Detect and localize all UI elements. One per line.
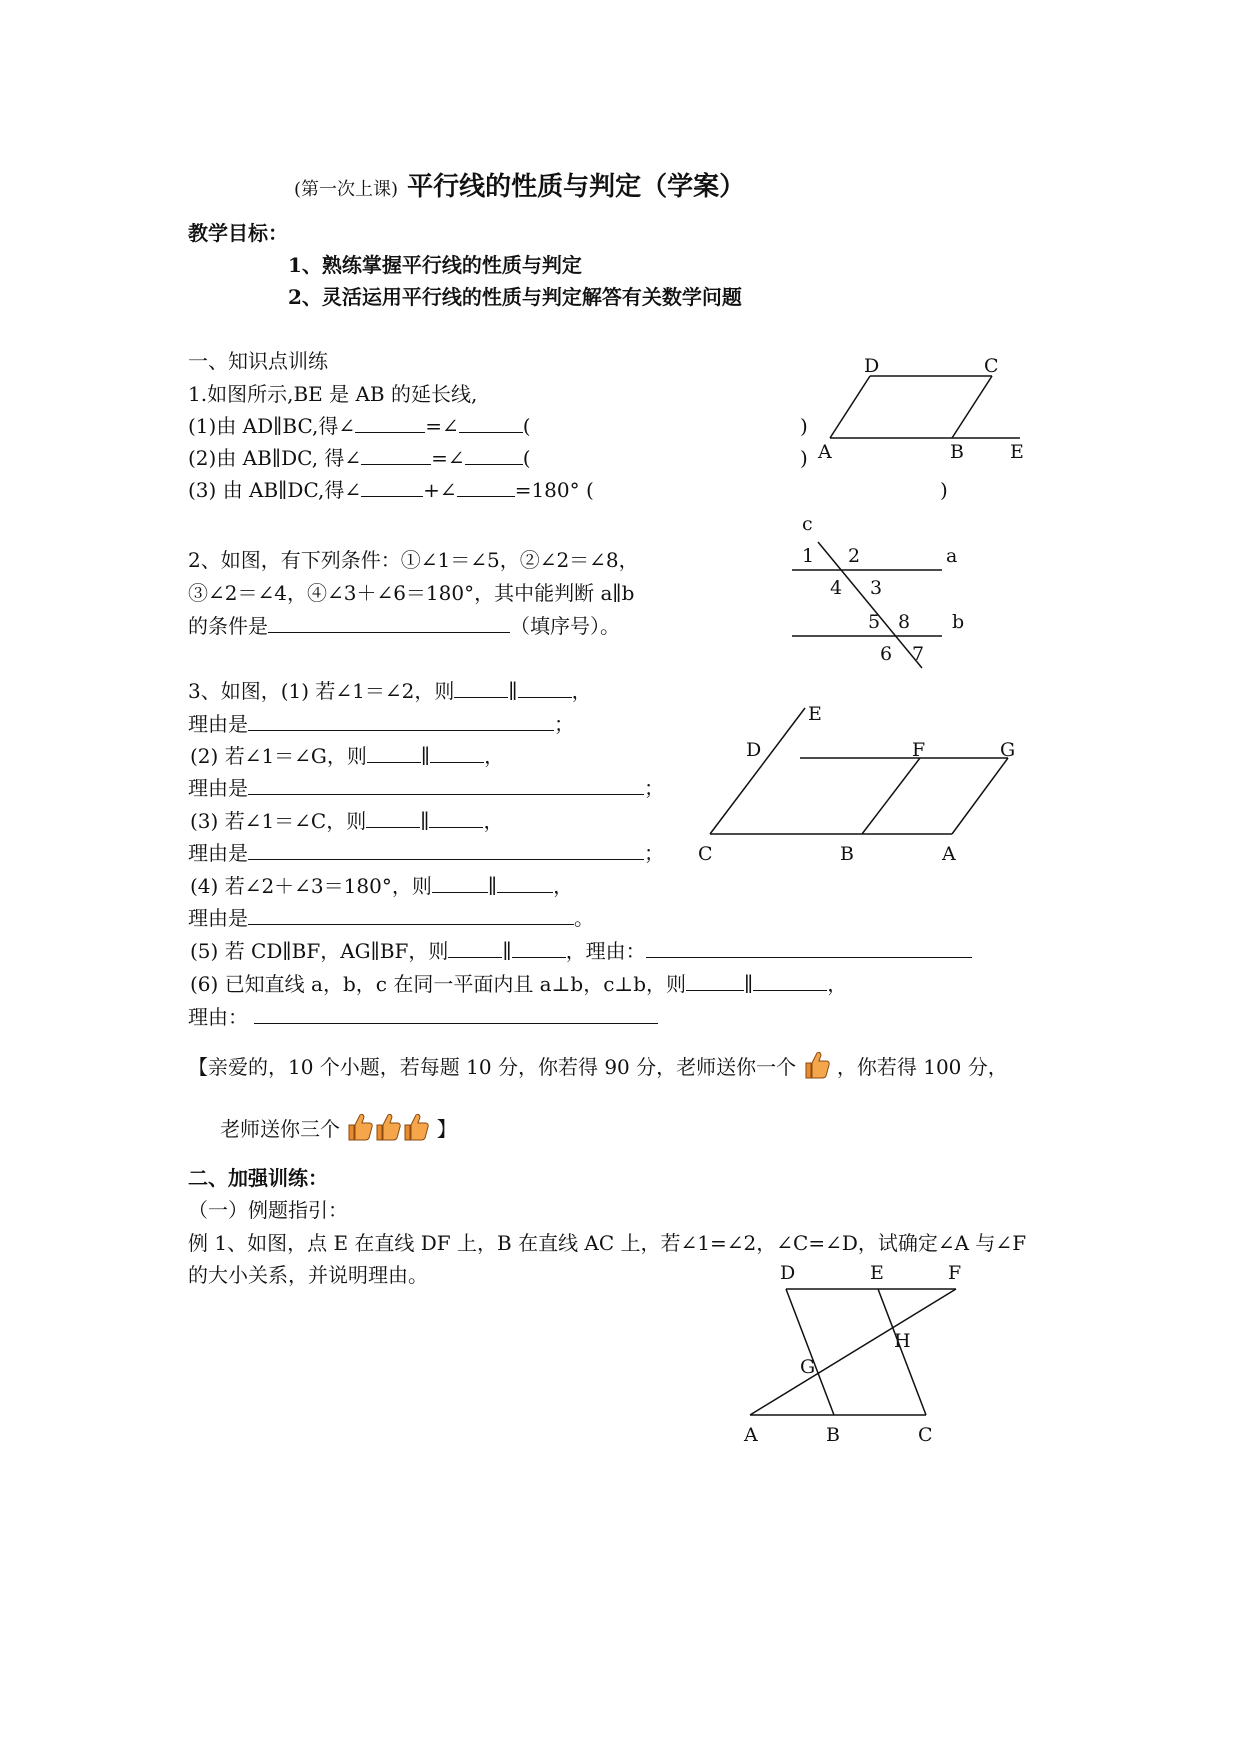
example1-line1: 例 1、如图，点 E 在直线 DF 上，B 在直线 AC 上，若∠1=∠2，∠C=∠D，试确定∠A 与∠F	[188, 1231, 1027, 1255]
thumbs-up-icon	[803, 1050, 831, 1080]
q1-figure	[800, 350, 1040, 460]
section2-sub: （一）例题指引：	[188, 1198, 348, 1222]
q1-line3: (3) 由 AB∥DC,得∠ +∠ =180° (	[188, 478, 594, 502]
q2-label-5: 5	[868, 611, 881, 633]
ex1-label-f: F	[948, 1262, 962, 1284]
q3-line2: (2) 若∠1＝∠G，则 ∥ ，	[190, 744, 505, 768]
q2-label-7: 7	[912, 643, 925, 665]
goal-item-1: 1、熟练掌握平行线的性质与判定	[288, 253, 582, 277]
q2-label-2: 2	[848, 545, 861, 567]
q1-line1: (1)由 AD∥BC,得∠ =∠ (	[188, 414, 531, 438]
ex1-label-g: G	[800, 1356, 816, 1378]
q3-label-b: B	[840, 843, 854, 865]
q3-figure	[690, 700, 1030, 865]
section1-heading: 一、知识点训练	[188, 349, 328, 373]
q3-reason2: 理由是 ；	[188, 776, 664, 800]
goal-item-2: 2、灵活运用平行线的性质与判定解答有关数学问题	[288, 285, 742, 309]
q1-stem: 1.如图所示,BE 是 AB 的延长线,	[188, 382, 478, 406]
title-main: 平行线的性质与判定（学案）	[407, 172, 746, 202]
example1-line2: 的大小关系，并说明理由。	[188, 1263, 428, 1287]
q3-label-a: A	[942, 843, 956, 865]
thumbs-up-icon	[402, 1112, 430, 1142]
ex1-label-c: C	[918, 1424, 933, 1446]
q3-line4: (4) 若∠2＋∠3＝180°，则 ∥ ，	[190, 874, 574, 898]
ex1-label-e: E	[870, 1262, 884, 1284]
reward-line2: 老师送你三个 】	[220, 1112, 457, 1142]
q2-label-b: b	[952, 611, 965, 633]
q2-line2: ③∠2＝∠4，④∠3＋∠6＝180°，其中能判断 a∥b	[188, 581, 635, 605]
q1-label-e: E	[1010, 441, 1024, 460]
q3-reason1: 理由是 ；	[188, 712, 574, 736]
q1-label-a: A	[818, 441, 832, 460]
q1-line2-close: )	[800, 446, 808, 470]
q3-label-f: F	[912, 739, 926, 761]
q2-label-c: c	[802, 513, 813, 535]
q1-line2: (2)由 AB∥DC, 得∠ =∠ (	[188, 446, 531, 470]
q3-line1: 3、如图，(1) 若∠1＝∠2，则 ∥ ，	[188, 679, 592, 703]
q3-line5: (5) 若 CD∥BF，AG∥BF，则 ∥ ，理由：	[190, 938, 972, 964]
q2-label-3: 3	[870, 577, 883, 599]
q3-line3: (3) 若∠1＝∠C，则 ∥ ，	[190, 809, 504, 833]
q2-line1: 2、如图，有下列条件：①∠1＝∠5，②∠2＝∠8，	[188, 548, 639, 572]
q2-figure	[780, 512, 980, 672]
q1-label-b: B	[950, 441, 964, 460]
q1-label-c: C	[984, 355, 999, 377]
q3-label-e: E	[808, 703, 822, 725]
q2-label-1: 1	[802, 545, 815, 567]
q1-label-d: D	[864, 355, 880, 377]
q3-reason3: 理由是 ；	[188, 841, 664, 865]
ex1-label-d: D	[780, 1262, 796, 1284]
thumbs-up-icon	[346, 1112, 374, 1142]
section2-heading: 二、加强训练：	[188, 1166, 328, 1190]
q2-label-6: 6	[880, 643, 893, 665]
thumbs-up-icon	[374, 1112, 402, 1142]
q1-line1-close: )	[800, 414, 808, 438]
q3-reason6: 理由：	[188, 1004, 658, 1030]
reward-line1: 【亲爱的，10 个小题，若每题 10 分，你若得 90 分，老师送你一个 ，你若得 100 分，	[188, 1050, 1008, 1080]
q3-label-d: D	[746, 739, 762, 761]
goals-heading: 教学目标：	[188, 221, 288, 245]
q2-label-a: a	[946, 545, 958, 567]
example1-figure	[730, 1255, 990, 1455]
q2-line3: 的条件是 （填序号）。	[188, 614, 620, 638]
q2-label-8: 8	[898, 611, 911, 633]
q1-line3-close: )	[940, 478, 948, 502]
q2-label-4: 4	[830, 577, 843, 599]
q3-reason4: 理由是 。	[188, 906, 594, 930]
ex1-label-h: H	[894, 1330, 911, 1352]
title-prefix: (第一次上课)	[294, 179, 399, 200]
ex1-label-a: A	[744, 1424, 758, 1446]
page-title	[294, 166, 745, 203]
q3-label-c: C	[698, 843, 713, 865]
ex1-label-b: B	[826, 1424, 840, 1446]
q3-line6: (6) 已知直线 a，b，c 在同一平面内且 a⊥b，c⊥b，则 ∥ ，	[190, 972, 848, 996]
q3-label-g: G	[1000, 739, 1016, 761]
